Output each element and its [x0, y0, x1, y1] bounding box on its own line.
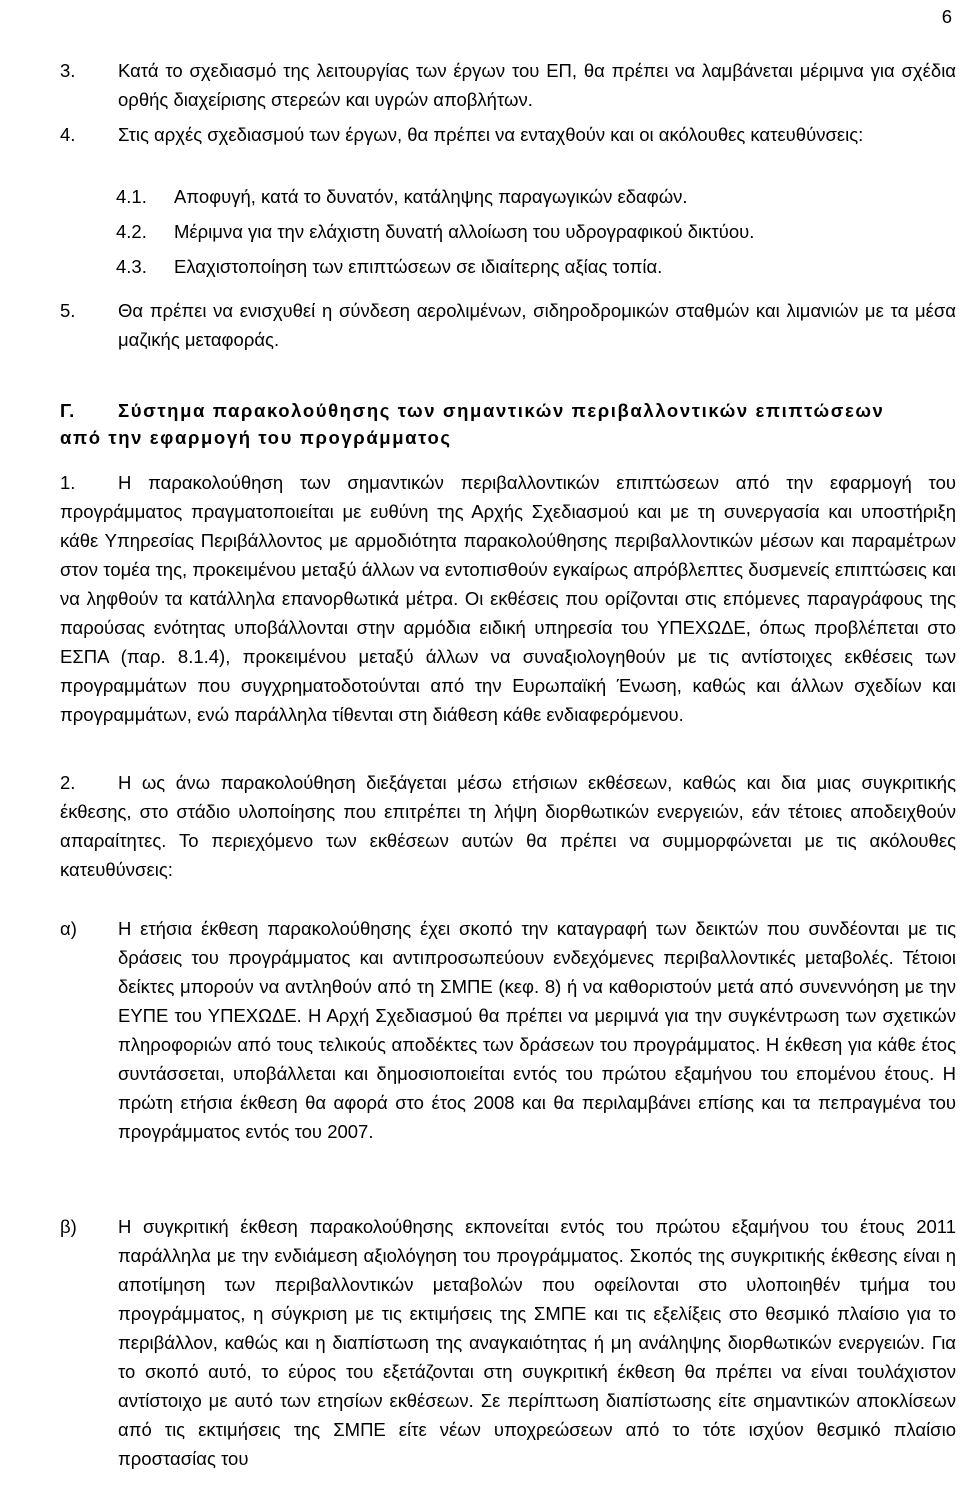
subitem-text: Αποφυγή, κατά το δυνατόν, κατάληψης παραγωγικών εδαφών. [174, 186, 688, 207]
page-number: 6 [941, 6, 952, 27]
item-text: Στις αρχές σχεδιασμού των έργων, θα πρέπει να ενταχθούν και οι ακόλουθες κατευθύνσεις: [118, 124, 864, 145]
list-item-5 [60, 296, 956, 354]
subitem-number: 4.3. [116, 256, 147, 277]
item-letter: α) [60, 918, 77, 939]
paragraph-number: 1. [60, 472, 76, 493]
paragraph-text: Η ως άνω παρακολούθηση διεξάγεται μέσω ετήσιων εκθέσεων, καθώς και δια μιας συγκριτικής έκθεσης, στο στάδιο υλοποίησης που επιτρέπει τη λήψη διορθωτικών ενεργειών, εάν τέτοιες αποδειχθούν απαραίτητες. Το περιεχόμενο των εκθέσεων αυτών θα πρέπει να συμμορφώνεται με τις ακόλουθες κατευθύνσεις: [60, 772, 956, 880]
section-title-line2: από την εφαρμογή του προγράμματος [60, 427, 452, 448]
sublist [116, 182, 956, 281]
list-item [60, 120, 956, 149]
list-top [60, 56, 956, 149]
paragraph-1 [60, 468, 956, 729]
lettered-item-a [60, 914, 956, 1146]
subitem-number: 4.1. [116, 186, 147, 207]
subitem-text: Μέριμνα για την ελάχιστη δυνατή αλλοίωση του υδρογραφικού δικτύου. [174, 221, 755, 242]
sublist-item [116, 217, 956, 246]
item-text: Η ετήσια έκθεση παρακολούθησης έχει σκοπό την καταγραφή των δεικτών που συνδέονται με τις δράσεις του προγράμματος και αντιπροσωπεύουν ενδεχόμενες περιβαλλοντικές μεταβολές. Τέτοιοι δείκτες μπορούν να αντληθούν από τη ΣΜΠΕ (κεφ. 8) ή να καθοριστούν μετά από συνεννόηση με την ΕΥΠΕ του ΥΠΕΧΩΔΕ. Η Αρχή Σχεδιασμού θα πρέπει να μεριμνά για την συγκέντρωση των σχετικών πληροφοριών από τους τελικούς αποδέκτες των δράσεων του προγράμματος. Η έκθεση για κάθε έτος συντάσσεται, υποβάλλεται και δημοσιοποιείται εντός του πρώτου εξαμήνου του επομένου έτους. Η πρώτη ετήσια έκθεση θα αφορά στο έτος 2008 και θα περιλαμβάνει επίσης και τα πεπραγμένα του προγράμματος εντός του 2007. [118, 918, 956, 1142]
paragraph-number: 2. [60, 772, 76, 793]
item-number: 3. [60, 60, 76, 81]
list-item [60, 296, 956, 354]
lettered-item-b [60, 1212, 956, 1473]
section-title-line1: Σύστημα παρακολούθησης των σημαντικών περιβαλλοντικών επιπτώσεων [118, 400, 885, 421]
item-text: Κατά το σχεδιασμό της λειτουργίας των έργων του ΕΠ, θα πρέπει να λαμβάνεται μέριμνα για σχέδια ορθής διαχείρισης στερεών και υγρών αποβλήτων. [118, 60, 956, 110]
sublist-item [116, 252, 956, 281]
item-number: 4. [60, 124, 76, 145]
section-number: Γ. [60, 400, 75, 421]
item-text: Θα πρέπει να ενισχυθεί η σύνδεση αερολιμένων, σιδηροδρομικών σταθμών και λιμανιών με τα μέσα μαζικής μεταφοράς. [118, 300, 956, 350]
subitem-text: Ελαχιστοποίηση των επιπτώσεων σε ιδιαίτερης αξίας τοπία. [174, 256, 663, 277]
paragraph-2 [60, 768, 956, 884]
item-letter: β) [60, 1216, 77, 1237]
section-heading [60, 396, 956, 452]
list-item [60, 56, 956, 114]
item-text: Η συγκριτική έκθεση παρακολούθησης εκπονείται εντός του πρώτου εξαμήνου του έτους 2011 παράλληλα με την ενδιάμεση αξιολόγηση του προγράμματος. Σκοπός της συγκριτικής έκθεσης είναι η αποτίμηση των περιβαλλοντικών μεταβολών που οφείλονται στο υλοποιηθέν τμήμα του προγράμματος, η σύγκριση με τις εκτιμήσεις της ΣΜΠΕ και τις εξελίξεις στο θεσμικό πλαίσιο για το περιβάλλον, καθώς και η διαπίστωση της αναγκαιότητας ή μη ανάληψης διορθωτικών ενεργειών. Για το σκοπό αυτό, το εύρος του εξετάζονται στη συγκριτική έκθεση θα πρέπει να είναι τουλάχιστον αντίστοιχο με αυτό των ετησίων εκθέσεων. Σε περίπτωση διαπίστωσης είτε σημαντικών αποκλίσεων από τις εκτιμήσεις της ΣΜΠΕ είτε νέων υποχρεώσεων από το τότε ισχύον θεσμικό πλαίσιο προστασίας του [118, 1216, 956, 1469]
sublist-item [116, 182, 956, 211]
subitem-number: 4.2. [116, 221, 147, 242]
item-number: 5. [60, 300, 76, 321]
paragraph-text: Η παρακολούθηση των σημαντικών περιβαλλοντικών επιπτώσεων από την εφαρμογή του προγράμματος πραγματοποιείται με ευθύνη της Αρχής Σχεδιασμού και με τη συνεργασία και υποστήριξη κάθε Υπηρεσίας Περιβάλλοντος με αρμοδιότητα παρακολούθησης περιβαλλοντικών μέσων και παραμέτρων στον τομέα της, προκειμένου μεταξύ άλλων να εντοπισθούν εγκαίρως απρόβλεπτες δυσμενείς επιπτώσεις και να ληφθούν τα κατάλληλα επανορθωτικά μέτρα. Οι εκθέσεις που ορίζονται στις επόμενες παραγράφους της παρούσας ενότητας υποβάλλονται στην αρμόδια ειδική υπηρεσία του ΥΠΕΧΩΔΕ, όπως προβλέπεται στο ΕΣΠΑ (παρ. 8.1.4), προκειμένου μεταξύ άλλων να συναξιολογηθούν με τις αντίστοιχες εκθέσεις των προγραμμάτων που συγχρηματοδοτούνται από την Ευρωπαϊκή Ένωση, καθώς και άλλων σχεδίων και προγραμμάτων, ενώ παράλληλα τίθενται στη διάθεση κάθε ενδιαφερόμενου. [60, 472, 956, 725]
